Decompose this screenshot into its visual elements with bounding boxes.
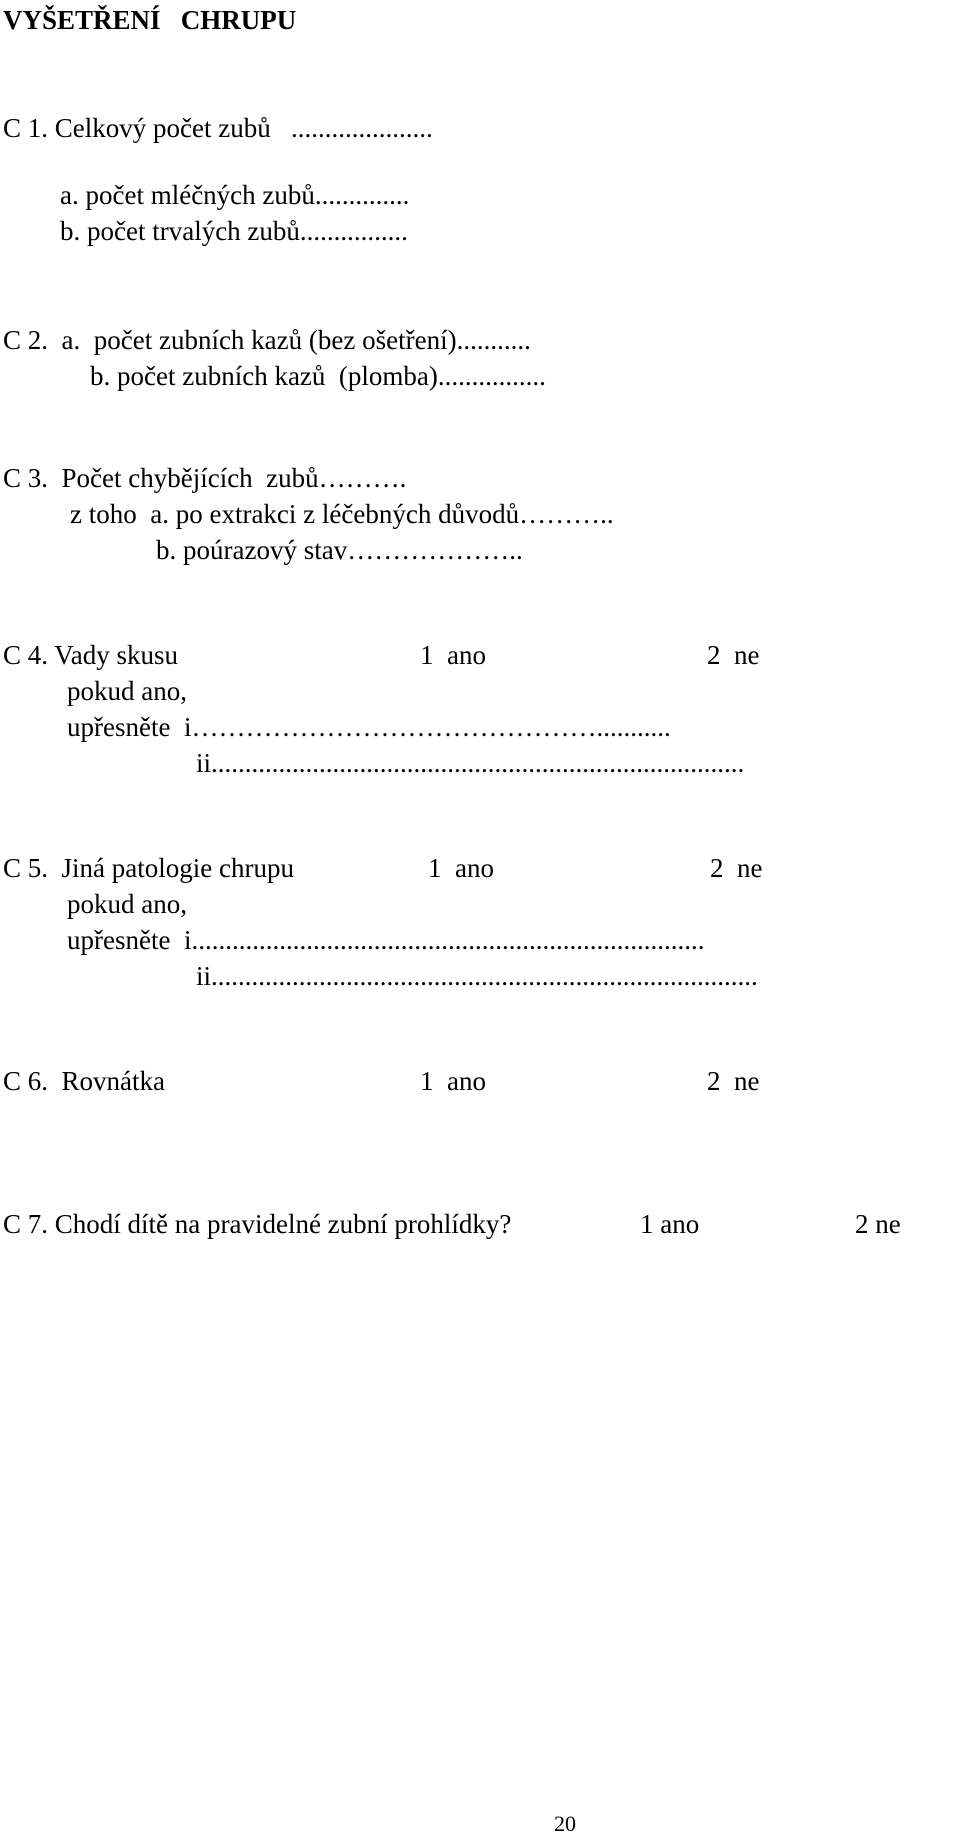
c5-if-yes: pokud ano,: [67, 889, 187, 919]
c1-milk-teeth: a. počet mléčných zubů..............: [60, 180, 410, 210]
c2-caries-filled: b. počet zubních kazů (plomba)................: [90, 361, 546, 391]
c7-dental-checkups: C 7. Chodí dítě na pravidelné zubní prohlídky?: [3, 1209, 512, 1239]
c5-specify-ii: ii.................................................................................: [196, 961, 758, 991]
c5-option-yes: 1 ano: [428, 853, 494, 883]
c3-post-traumatic: b. poúrazový stav………………..: [156, 535, 523, 565]
c7-option-no: 2 ne: [855, 1209, 901, 1239]
page-number: 20: [554, 1811, 576, 1836]
c7-option-yes: 1 ano: [640, 1209, 700, 1239]
c6-option-yes: 1 ano: [420, 1066, 486, 1096]
c5-option-no: 2 ne: [710, 853, 763, 883]
c6-option-no: 2 ne: [707, 1066, 760, 1096]
c4-specify-ii: ii...............................................................................: [196, 748, 745, 778]
c4-option-yes: 1 ano: [420, 640, 486, 670]
c4-option-no: 2 ne: [707, 640, 760, 670]
c5-other-pathology: C 5. Jiná patologie chrupu: [3, 853, 294, 883]
c6-braces: C 6. Rovnátka: [3, 1066, 165, 1096]
c4-if-yes: pokud ano,: [67, 676, 187, 706]
c1-total-teeth: C 1. Celkový počet zubů .....................: [3, 113, 433, 143]
c4-bite-defects: C 4. Vady skusu: [3, 640, 179, 670]
c1-permanent-teeth: b. počet trvalých zubů................: [60, 216, 408, 246]
c3-missing-teeth: C 3. Počet chybějících zubů……….: [3, 463, 407, 493]
c2-caries-untreated: C 2. a. počet zubních kazů (bez ošetření)...........: [3, 325, 531, 355]
c3-extraction-medical: z toho a. po extrakci z léčebných důvodů………..: [70, 499, 614, 529]
page-title: VYŠETŘENÍ CHRUPU: [3, 5, 297, 35]
c5-specify-i: upřesněte i............................................................................: [67, 925, 705, 955]
c4-specify-i: upřesněte i………………………………………...........: [67, 712, 671, 742]
